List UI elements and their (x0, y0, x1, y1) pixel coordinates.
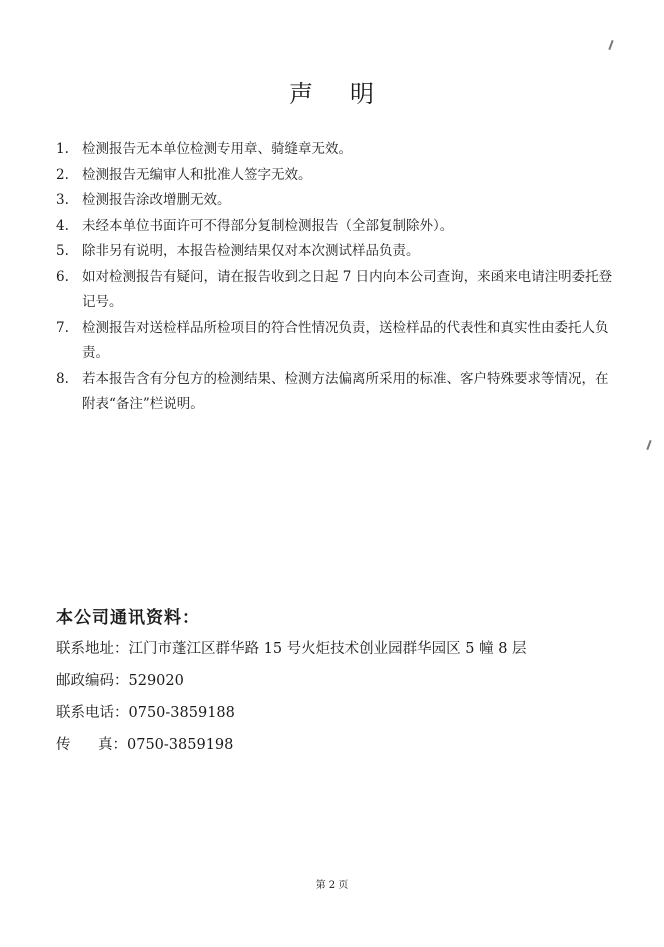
list-item (56, 188, 616, 214)
title-char-1: 声 (289, 80, 314, 108)
fax-label-part-2: 真： (98, 737, 127, 753)
item-text: 检测报告对送检样品所检项目的符合性情况负责，送检样品的代表性和真实性由委托人负责。 (82, 319, 609, 361)
item-number: 1. (56, 141, 69, 157)
scan-mark (646, 440, 651, 450)
address-value: 江门市蓬江区群华路 15 号火炬技术创业园群华园区 5 幢 8 层 (128, 641, 527, 657)
item-number: 5. (56, 243, 69, 259)
contact-postcode (56, 669, 184, 690)
item-text: 如对检测报告有疑问，请在报告收到之日起 7 日内向本公司查询，来函来电请注明委托登记号。 (82, 268, 613, 310)
scan-mark (608, 40, 613, 50)
list-item (56, 137, 616, 163)
fax-value: 0750-3859198 (127, 737, 234, 753)
contact-heading: 本公司通讯资料： (56, 608, 200, 628)
contact-phone (56, 701, 235, 722)
contact-fax (56, 733, 233, 754)
list-item (56, 316, 616, 367)
item-text: 检测报告无本单位检测专用章、骑缝章无效。 (82, 141, 352, 157)
item-text: 除非另有说明，本报告检测结果仅对本次测试样品负责。 (82, 243, 420, 259)
title-char-2: 明 (350, 80, 375, 108)
list-item (56, 239, 616, 265)
item-text: 检测报告涂改增删无效。 (82, 192, 231, 208)
fax-label-part-1: 传 (56, 737, 71, 753)
phone-value: 0750-3859188 (128, 705, 235, 721)
item-text: 检测报告无编审人和批准人签字无效。 (82, 166, 312, 183)
address-label: 联系地址： (56, 641, 129, 657)
list-item (56, 214, 616, 240)
item-number: 7. (56, 319, 69, 336)
list-item (56, 265, 616, 316)
item-number: 4. (56, 217, 69, 234)
item-number: 3. (56, 192, 69, 208)
list-item (56, 367, 616, 418)
postcode-label: 邮政编码： (56, 673, 129, 689)
item-number: 6. (56, 268, 69, 285)
item-number: 8. (56, 370, 69, 387)
item-number: 2. (56, 166, 69, 183)
page-number: 第 2 页 (315, 880, 349, 891)
item-text: 未经本单位书面许可不得部分复制检测报告（全部复制除外）。 (82, 217, 454, 234)
phone-label: 联系电话： (56, 705, 129, 721)
contact-address (56, 637, 527, 658)
list-item (56, 163, 616, 189)
postcode-value: 529020 (128, 673, 184, 689)
page-title (0, 74, 664, 109)
item-text: 若本报告含有分包方的检测结果、检测方法偏离所采用的标准、客户特殊要求等情况，在附表“备注”栏说明。 (82, 370, 609, 412)
statement-list (56, 137, 616, 418)
